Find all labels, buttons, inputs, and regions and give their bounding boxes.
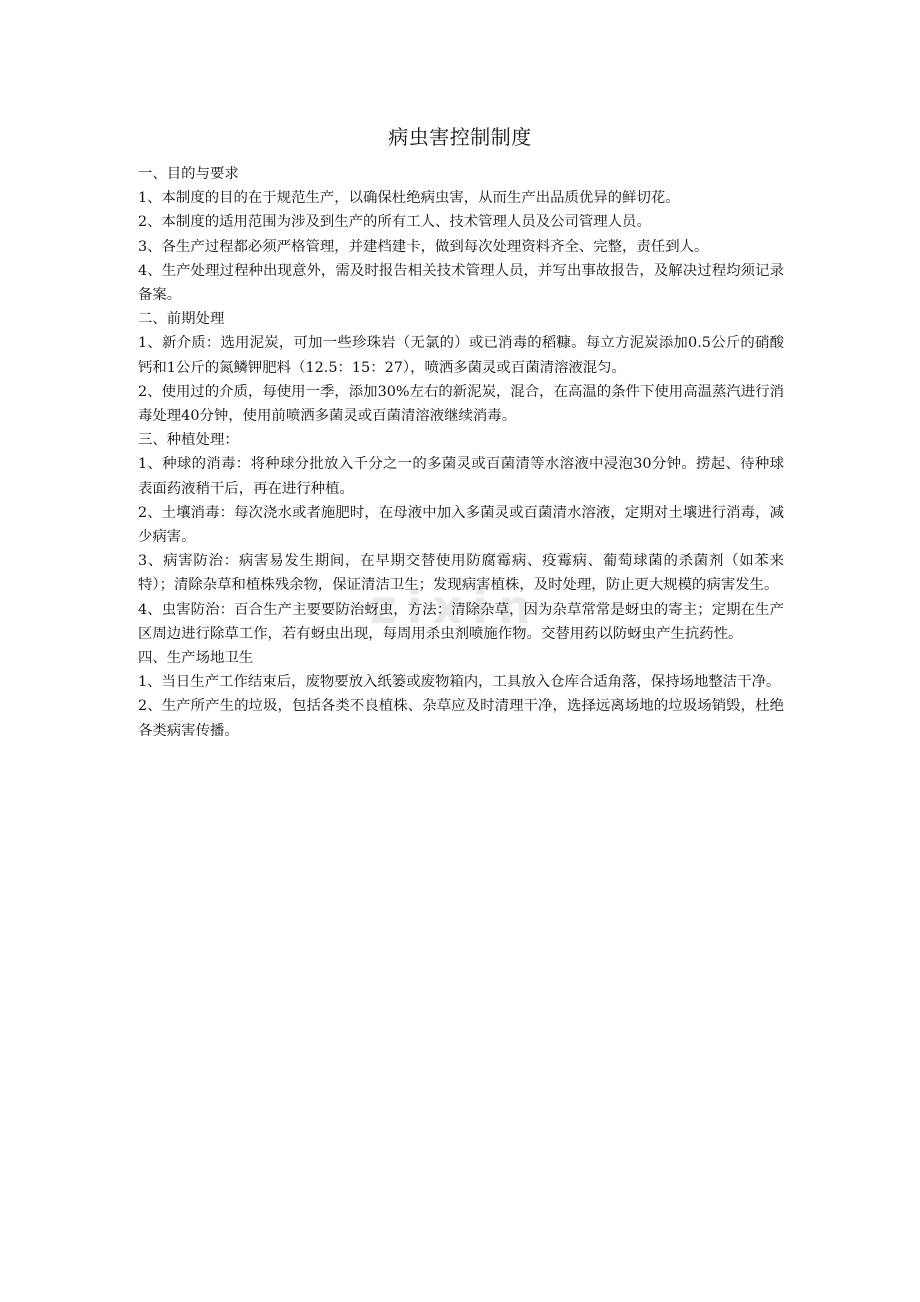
paragraph: 1、种球的消毒：将种球分批放入千分之一的多菌灵或百菌清等水溶液中浸泡30分钟。捞起、待种球表面药液稍干后，再在进行种植。: [138, 456, 784, 497]
section-heading-planting: 三、种植处理：: [138, 432, 239, 449]
paragraph: 1、当日生产工作结束后，废物要放入纸篓或废物箱内，工具放入仓库合适角落，保持场地整洁干净。: [138, 674, 781, 691]
section-heading-purpose: 一、目的与要求: [138, 166, 239, 182]
paragraph: 2、生产所产生的垃圾，包括各类不良植株、杂草应及时清理干净，选择远离场地的垃圾场销毁，杜绝各类病害传播。: [138, 698, 784, 739]
document-title: 病虫害控制制度: [388, 125, 532, 149]
watermark: zixin: [370, 580, 541, 634]
section-heading-preprocessing: 二、前期处理: [138, 311, 225, 328]
paragraph: 2、土壤消毒：每次浇水或者施肥时，在母液中加入多菌灵或百菌清水溶液，定期对土壤进行消毒，减少病害。: [138, 504, 784, 546]
paragraph: 4、虫害防治：百合生产主要要防治蚜虫，方法：清除杂草，因为杂草常常是蚜虫的寄主；定期在生产区周边进行除草工作，若有蚜虫出现，每周用杀虫剂喷施作物。交替用药以防蚜虫产生抗药性。: [138, 601, 784, 642]
document-body: [138, 162, 784, 743]
paragraph: 4、生产处理过程种出现意外，需及时报告相关技术管理人员，并写出事故报告，及解决过程均须记录备案。: [138, 262, 784, 304]
paragraph: 1、新介质：选用泥炭，可加一些珍珠岩（无氯的）或已消毒的稻糠。每立方泥炭添加0.5公斤的硝酸钙和1公斤的氮鳞钾肥料（12.5：15：27），喷洒多菌灵或百菌清溶液混匀。: [138, 335, 784, 376]
paragraph: 2、本制度的适用范围为涉及到生产的所有工人、技术管理人员及公司管理人员。: [138, 214, 651, 231]
paragraph: 1、本制度的目的在于规范生产，以确保杜绝病虫害，从而生产出品质优异的鲜切花。: [138, 190, 680, 207]
section-heading-hygiene: 四、生产场地卫生: [138, 650, 254, 667]
paragraph: 3、各生产过程都必须严格管理，并建档建卡，做到每次处理资料齐全、完整，责任到人。: [138, 238, 709, 255]
paragraph: 2、使用过的介质，每使用一季，添加30%左右的新泥炭，混合，在高温的条件下使用高温蒸汽进行消毒处理40分钟，使用前喷洒多菌灵或百菌清溶液继续消毒。: [138, 383, 784, 425]
paragraph: 3、病害防治：病害易发生期间，在早期交替使用防腐霉病、疫霉病、葡萄球菌的杀菌剂（如苯来特）；清除杂草和植株残余物，保证清洁卫生；发现病害植株，及时处理，防止更大规模的病害发生。: [138, 553, 784, 594]
